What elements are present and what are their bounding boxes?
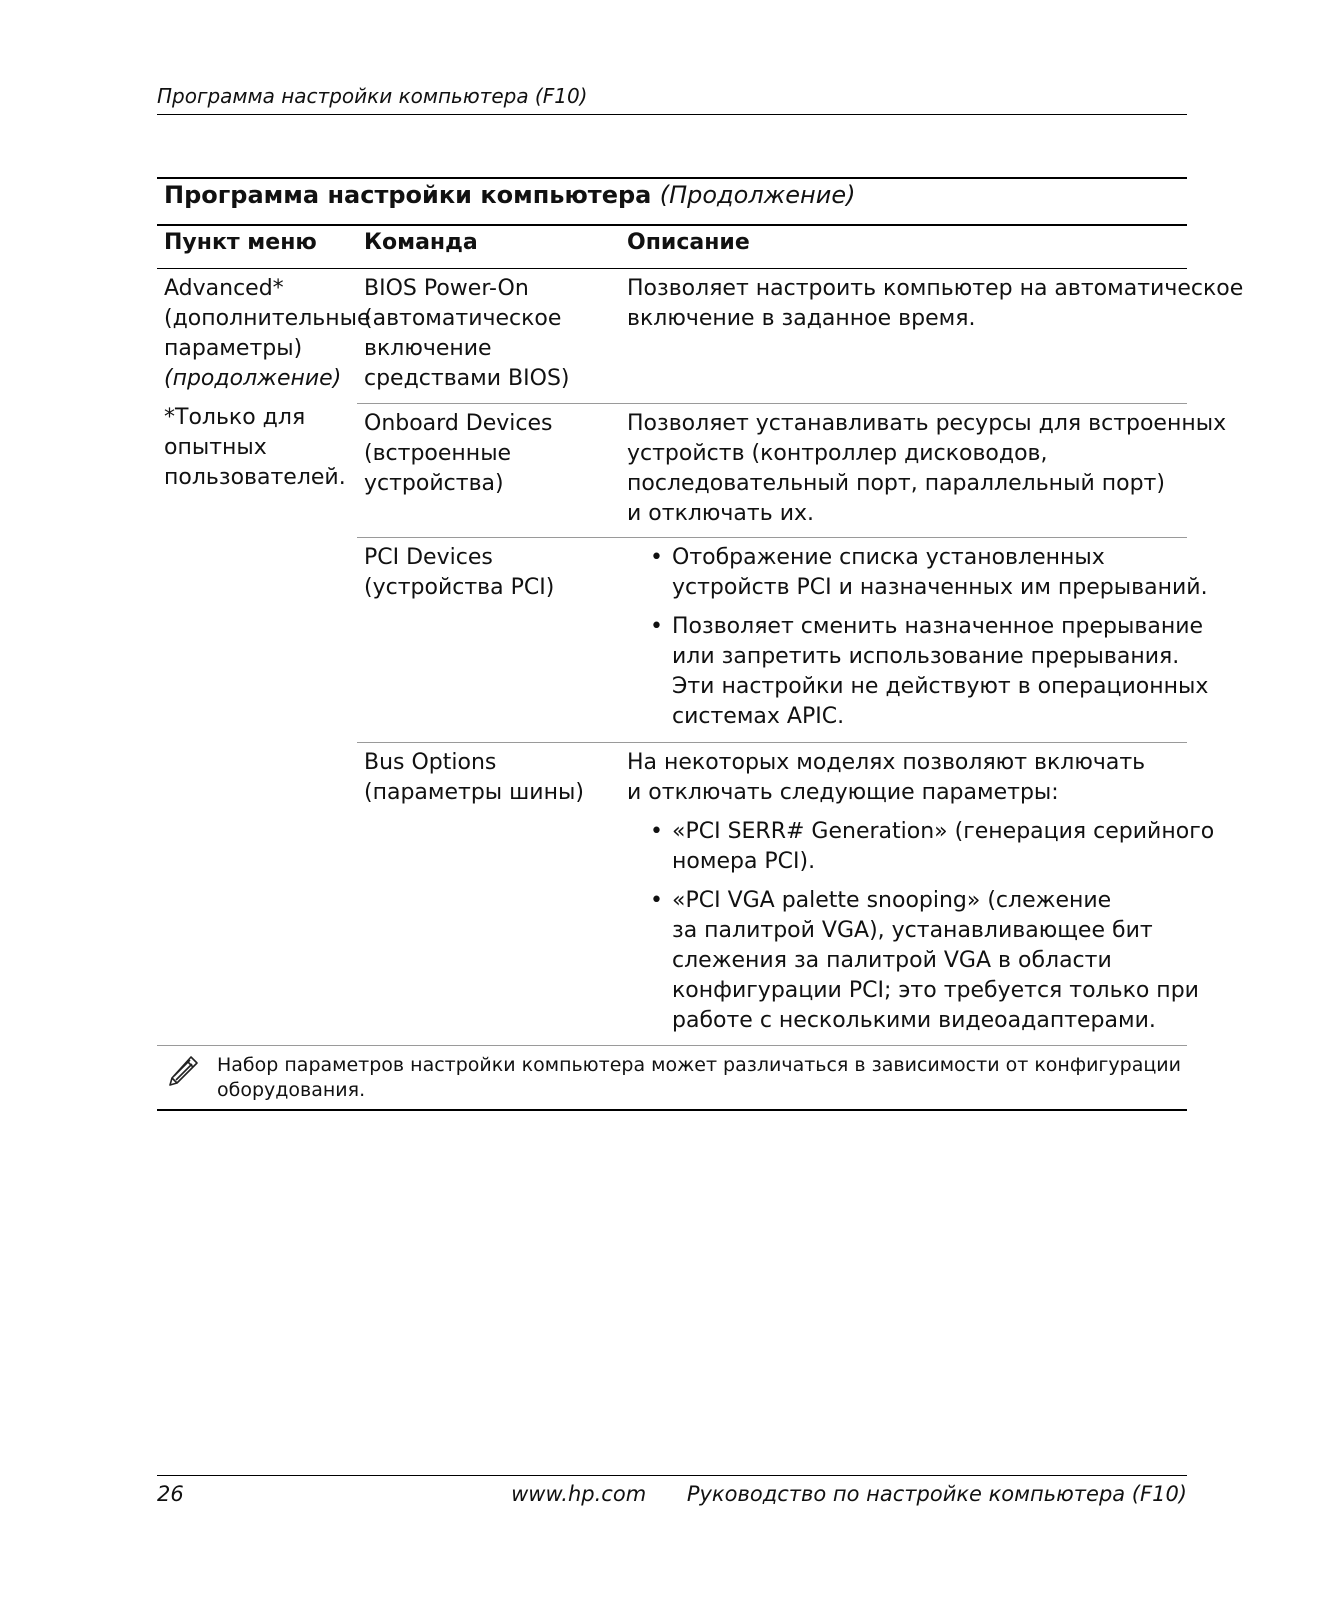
menu-item-cell (164, 274, 371, 394)
bullet-dot: • (650, 614, 663, 639)
bullet-line: Эти настройки не действуют в операционных (672, 674, 1209, 699)
command-bus-options (364, 748, 584, 808)
bullet-line: за палитрой VGA), устанавливающее бит (672, 918, 1153, 943)
row-rule (357, 403, 1187, 404)
command-onboard-devices (364, 409, 552, 499)
menu-item-line: параметры) (164, 336, 303, 361)
footer-rule (157, 1475, 1187, 1476)
bullet-line: «PCI SERR# Generation» (генерация серийного (672, 819, 1215, 844)
description-line: и отключать их. (627, 501, 814, 526)
bullet-line: номера PCI). (672, 849, 816, 874)
description-line: устройств (контроллер дисководов, (627, 441, 1048, 466)
command-line: (параметры шины) (364, 780, 584, 805)
bullet-line: Позволяет сменить назначенное прерывание (672, 614, 1204, 639)
header-row-rule (157, 268, 1187, 269)
command-line: (автоматическое (364, 306, 562, 331)
menu-item-line: (дополнительные (164, 306, 371, 331)
description-line: и отключать следующие параметры: (627, 780, 1059, 805)
command-line: (встроенные (364, 441, 512, 466)
bullet-item (650, 817, 1214, 877)
table-title-main: Программа настройки компьютера (164, 181, 652, 209)
bullet-line: системах APIC. (672, 704, 845, 729)
row-rule (357, 537, 1187, 538)
bullet-line: слежения за палитрой VGA в области (672, 948, 1112, 973)
description-bios-power-on (627, 274, 1243, 334)
menu-item-footnote (164, 403, 346, 493)
command-line: Bus Options (364, 750, 497, 775)
row-rule (357, 742, 1187, 743)
bullet-dot: • (650, 888, 663, 913)
description-line: На некоторых моделях позволяют включать (627, 750, 1146, 775)
bullet-line: или запретить использование прерывания. (672, 644, 1180, 669)
bullet-line: устройств PCI и назначенных им прерываний. (672, 575, 1208, 600)
menu-item-continued: (продолжение) (164, 366, 342, 391)
command-line: устройства) (364, 471, 504, 496)
table-top-rule (157, 177, 1187, 179)
footer-url: www.hp.com (511, 1482, 647, 1506)
column-header-description: Описание (627, 230, 750, 255)
description-bus-options (627, 748, 1145, 808)
footnote-line: *Только для (164, 405, 306, 430)
description-line: включение в заданное время. (627, 306, 976, 331)
bullet-line: «PCI VGA palette snooping» (слежение (672, 888, 1112, 913)
command-bios-power-on (364, 274, 570, 394)
bullet-item (650, 886, 1199, 1036)
footer-right (511, 1482, 1187, 1506)
description-line: последовательный порт, параллельный порт) (627, 471, 1165, 496)
command-line: Onboard Devices (364, 411, 553, 436)
description-onboard-devices (627, 409, 1226, 529)
bullet-line: конфигурации PCI; это требуется только при (672, 978, 1199, 1003)
pencil-icon (165, 1053, 201, 1089)
footer-title: Руководство по настройке компьютера (F10) (686, 1482, 1187, 1506)
menu-item-line: Advanced* (164, 276, 284, 301)
table-bottom-rule (157, 1109, 1187, 1111)
command-line: PCI Devices (364, 545, 493, 570)
bullet-item (650, 543, 1208, 603)
page-number: 26 (157, 1482, 184, 1506)
column-header-command: Команда (364, 230, 478, 255)
note-text (217, 1053, 1181, 1103)
note-line: оборудования. (217, 1079, 366, 1101)
description-line: Позволяет устанавливать ресурсы для встроенных (627, 411, 1227, 436)
command-line: (устройства PCI) (364, 575, 555, 600)
footnote-line: опытных (164, 435, 267, 460)
bullet-line: работе с несколькими видеоадаптерами. (672, 1008, 1156, 1033)
description-line: Позволяет настроить компьютер на автоматическое (627, 276, 1244, 301)
table-title-continued: (Продолжение) (659, 181, 856, 209)
command-line: BIOS Power-On (364, 276, 529, 301)
command-pci-devices (364, 543, 554, 603)
table-title (164, 181, 855, 209)
note-top-rule (157, 1045, 1187, 1046)
bullet-line: Отображение списка установленных (672, 545, 1105, 570)
bullet-dot: • (650, 819, 663, 844)
bullet-dot: • (650, 545, 663, 570)
running-header: Программа настройки компьютера (F10) (157, 84, 588, 108)
bullet-item (650, 612, 1208, 732)
footnote-line: пользователей. (164, 465, 346, 490)
header-rule (157, 114, 1187, 115)
column-header-menu-item: Пункт меню (164, 230, 317, 255)
title-rule (157, 224, 1187, 226)
command-line: средствами BIOS) (364, 366, 570, 391)
command-line: включение (364, 336, 492, 361)
note-line: Набор параметров настройки компьютера может различаться в зависимости от конфигурации (217, 1054, 1181, 1076)
